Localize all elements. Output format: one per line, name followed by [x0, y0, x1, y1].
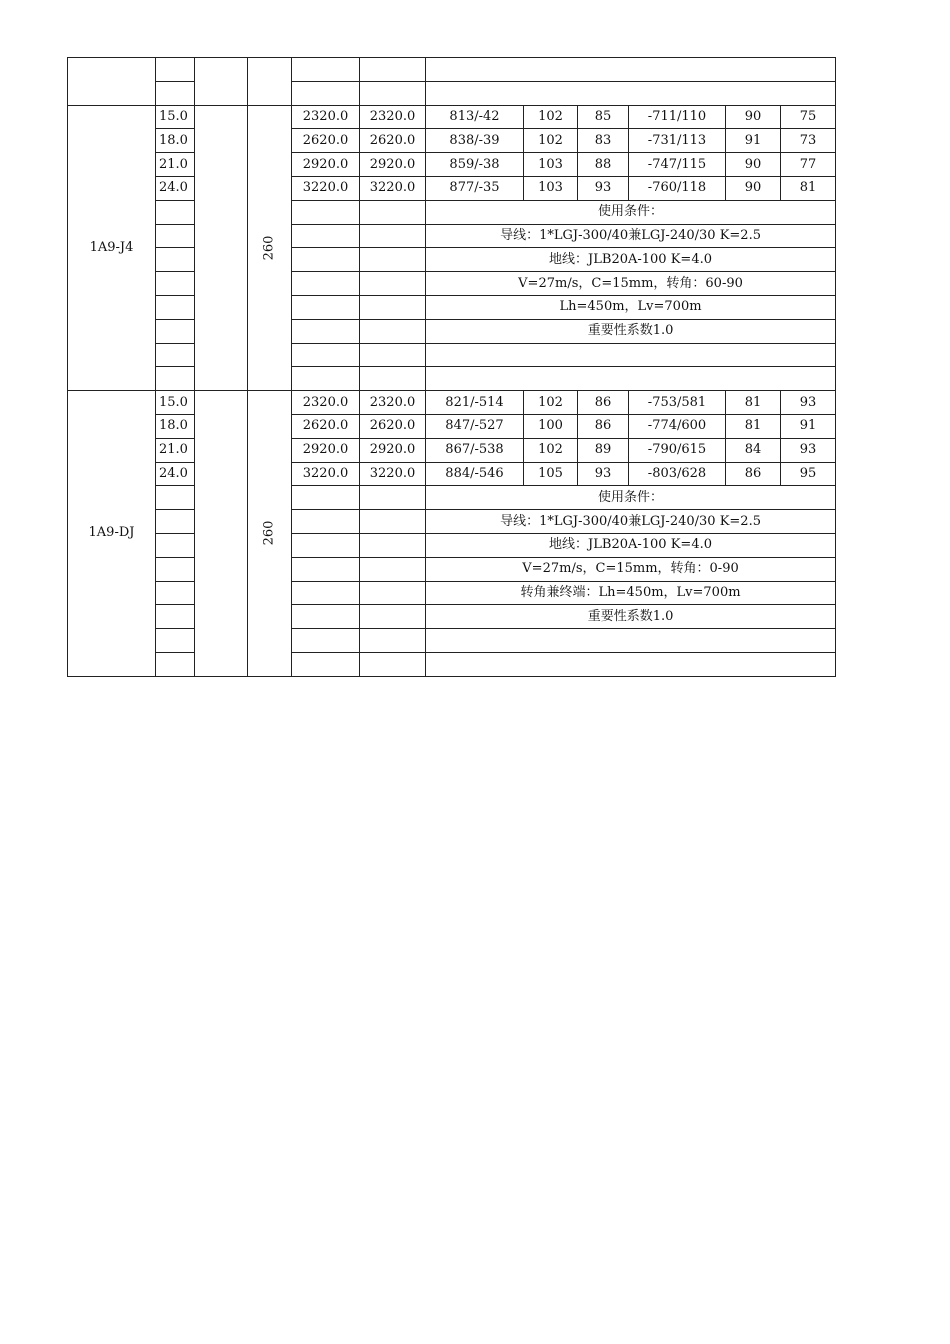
value-cell: 3220.0	[292, 176, 360, 200]
value-cell: 2920.0	[360, 438, 426, 462]
empty-value-cell	[360, 605, 426, 629]
empty-value-cell	[292, 486, 360, 510]
empty-value-cell	[292, 581, 360, 605]
empty-value-cell	[292, 224, 360, 248]
table-row	[68, 58, 836, 82]
empty-condition-cell	[426, 81, 836, 105]
table-row	[68, 510, 836, 534]
value-cell: 2920.0	[360, 153, 426, 177]
empty-value-cell	[292, 652, 360, 676]
empty-value-cell	[292, 629, 360, 653]
table-row	[68, 200, 836, 224]
empty-value-cell	[292, 343, 360, 367]
table-row	[68, 176, 836, 200]
value-cell: 85	[578, 105, 629, 129]
empty-value-cell	[360, 200, 426, 224]
value-cell: 813/-42	[426, 105, 524, 129]
value-cell: 81	[726, 391, 781, 415]
empty-height-cell	[156, 367, 195, 391]
condition-cell: V=27m/s，C=15mm，转角：60-90	[426, 272, 836, 296]
value-cell: 2320.0	[360, 105, 426, 129]
height-cell: 18.0	[156, 414, 195, 438]
table-row	[68, 462, 836, 486]
value-cell: 93	[781, 438, 836, 462]
table-row	[68, 533, 836, 557]
empty-value-cell	[292, 272, 360, 296]
value-cell: 83	[578, 129, 629, 153]
model-cell: 1A9-J4	[68, 105, 156, 391]
table-row	[68, 272, 836, 296]
empty-value-cell	[292, 248, 360, 272]
empty-value-cell	[292, 533, 360, 557]
empty-value-cell	[360, 652, 426, 676]
value-cell: 102	[524, 105, 578, 129]
value-cell: 102	[524, 438, 578, 462]
empty-spacing-cell	[248, 58, 292, 106]
condition-cell: 导线：1*LGJ-300/40兼LGJ-240/30 K=2.5	[426, 510, 836, 534]
table-row	[68, 581, 836, 605]
height-cell: 15.0	[156, 105, 195, 129]
empty-value-cell	[292, 295, 360, 319]
empty-value-cell	[292, 605, 360, 629]
value-cell: 81	[781, 176, 836, 200]
value-cell: 2620.0	[292, 414, 360, 438]
empty-value-cell	[360, 224, 426, 248]
value-cell: 821/-514	[426, 391, 524, 415]
condition-cell	[426, 367, 836, 391]
value-cell: 3220.0	[360, 462, 426, 486]
empty-height-cell	[156, 605, 195, 629]
table-row	[68, 343, 836, 367]
empty-height-cell	[156, 652, 195, 676]
value-cell: 2620.0	[360, 414, 426, 438]
empty-height-cell	[156, 81, 195, 105]
table-row	[68, 105, 836, 129]
value-cell: 73	[781, 129, 836, 153]
condition-cell: 地线：JLB20A-100 K=4.0	[426, 533, 836, 557]
value-cell: 90	[726, 176, 781, 200]
empty-height-cell	[156, 533, 195, 557]
empty-height-cell	[156, 248, 195, 272]
value-cell: 86	[726, 462, 781, 486]
value-cell: -790/615	[629, 438, 726, 462]
value-cell: 91	[726, 129, 781, 153]
value-cell: -803/628	[629, 462, 726, 486]
empty-model-cell	[68, 58, 156, 106]
spacing-cell	[248, 391, 292, 677]
empty-value-cell	[360, 343, 426, 367]
value-cell: -711/110	[629, 105, 726, 129]
value-cell: -747/115	[629, 153, 726, 177]
condition-cell: 重要性系数1.0	[426, 319, 836, 343]
empty-value-cell	[360, 581, 426, 605]
spacing-label: 260	[261, 235, 277, 261]
value-cell: 90	[726, 105, 781, 129]
value-cell: 3220.0	[360, 176, 426, 200]
value-cell: 2320.0	[360, 391, 426, 415]
table-row	[68, 557, 836, 581]
empty-height-cell	[156, 200, 195, 224]
empty-value-cell	[360, 367, 426, 391]
table-row	[68, 319, 836, 343]
value-cell: 2620.0	[292, 129, 360, 153]
condition-cell	[426, 629, 836, 653]
condition-cell: 使用条件：	[426, 486, 836, 510]
height-cell: 15.0	[156, 391, 195, 415]
empty-value-cell	[360, 533, 426, 557]
height-cell: 18.0	[156, 129, 195, 153]
empty-height-cell	[156, 629, 195, 653]
empty-value-cell	[360, 319, 426, 343]
condition-cell: 地线：JLB20A-100 K=4.0	[426, 248, 836, 272]
value-cell: 95	[781, 462, 836, 486]
table-row	[68, 81, 836, 105]
table-row	[68, 367, 836, 391]
value-cell: 838/-39	[426, 129, 524, 153]
value-cell: -774/600	[629, 414, 726, 438]
value-cell: 102	[524, 391, 578, 415]
empty-height-cell	[156, 343, 195, 367]
spacing-cell	[248, 105, 292, 391]
model-cell: 1A9-DJ	[68, 391, 156, 677]
table-row	[68, 248, 836, 272]
empty-height-cell	[156, 295, 195, 319]
empty-value-cell	[360, 272, 426, 296]
table-row	[68, 652, 836, 676]
tower-foundation-table-sheet	[67, 57, 835, 677]
value-cell: 867/-538	[426, 438, 524, 462]
empty-height-cell	[156, 58, 195, 82]
condition-cell: 重要性系数1.0	[426, 605, 836, 629]
height-cell: 24.0	[156, 176, 195, 200]
value-cell: 81	[726, 414, 781, 438]
table-row	[68, 605, 836, 629]
condition-cell	[426, 343, 836, 367]
empty-value-cell	[360, 510, 426, 534]
table-row	[68, 153, 836, 177]
value-cell: 84	[726, 438, 781, 462]
table-body	[68, 58, 836, 677]
empty-value-cell	[360, 81, 426, 105]
empty-height-cell	[156, 581, 195, 605]
empty-value-cell	[360, 486, 426, 510]
height-cell: 24.0	[156, 462, 195, 486]
value-cell: 88	[578, 153, 629, 177]
value-cell: 3220.0	[292, 462, 360, 486]
value-cell: -760/118	[629, 176, 726, 200]
empty-value-cell	[292, 81, 360, 105]
value-cell: 103	[524, 153, 578, 177]
table-row	[68, 486, 836, 510]
height-cell: 21.0	[156, 438, 195, 462]
value-cell: 93	[578, 176, 629, 200]
condition-cell: V=27m/s，C=15mm，转角：0-90	[426, 557, 836, 581]
empty-value-cell	[360, 295, 426, 319]
empty-value-cell	[292, 510, 360, 534]
value-cell: 86	[578, 391, 629, 415]
value-cell: 90	[726, 153, 781, 177]
value-cell: 105	[524, 462, 578, 486]
table-row	[68, 414, 836, 438]
empty-value-cell	[292, 58, 360, 82]
height-cell: 21.0	[156, 153, 195, 177]
value-cell: 2920.0	[292, 438, 360, 462]
value-cell: 2920.0	[292, 153, 360, 177]
value-cell: 75	[781, 105, 836, 129]
value-cell: -731/113	[629, 129, 726, 153]
value-cell: 103	[524, 176, 578, 200]
empty-value-cell	[360, 58, 426, 82]
value-cell: 884/-546	[426, 462, 524, 486]
table-row	[68, 391, 836, 415]
empty-value-cell	[292, 200, 360, 224]
value-cell: 859/-38	[426, 153, 524, 177]
condition-cell: 转角兼终端：Lh=450m，Lv=700m	[426, 581, 836, 605]
empty-value-cell	[292, 319, 360, 343]
empty-height-cell	[156, 224, 195, 248]
empty-height-cell	[156, 319, 195, 343]
empty-height-cell	[156, 486, 195, 510]
empty-height-cell	[156, 272, 195, 296]
empty-height-cell	[156, 557, 195, 581]
empty-value-cell	[360, 248, 426, 272]
bolt-cell	[195, 391, 248, 677]
table-row	[68, 295, 836, 319]
value-cell: 86	[578, 414, 629, 438]
empty-height-cell	[156, 510, 195, 534]
value-cell: 91	[781, 414, 836, 438]
value-cell: 877/-35	[426, 176, 524, 200]
empty-value-cell	[292, 557, 360, 581]
tower-load-table	[67, 57, 836, 677]
value-cell: -753/581	[629, 391, 726, 415]
value-cell: 89	[578, 438, 629, 462]
empty-value-cell	[360, 557, 426, 581]
empty-value-cell	[292, 367, 360, 391]
value-cell: 847/-527	[426, 414, 524, 438]
value-cell: 93	[781, 391, 836, 415]
condition-cell: 使用条件：	[426, 200, 836, 224]
condition-cell	[426, 652, 836, 676]
condition-cell: Lh=450m，Lv=700m	[426, 295, 836, 319]
empty-value-cell	[360, 629, 426, 653]
bolt-cell	[195, 105, 248, 391]
value-cell: 102	[524, 129, 578, 153]
value-cell: 2320.0	[292, 391, 360, 415]
table-row	[68, 129, 836, 153]
value-cell: 2620.0	[360, 129, 426, 153]
table-row	[68, 629, 836, 653]
empty-bolt-cell	[195, 58, 248, 106]
empty-condition-cell	[426, 58, 836, 82]
spacing-label: 260	[261, 521, 277, 546]
value-cell: 2320.0	[292, 105, 360, 129]
condition-cell: 导线：1*LGJ-300/40兼LGJ-240/30 K=2.5	[426, 224, 836, 248]
table-row	[68, 224, 836, 248]
value-cell: 77	[781, 153, 836, 177]
table-row	[68, 438, 836, 462]
value-cell: 93	[578, 462, 629, 486]
value-cell: 100	[524, 414, 578, 438]
